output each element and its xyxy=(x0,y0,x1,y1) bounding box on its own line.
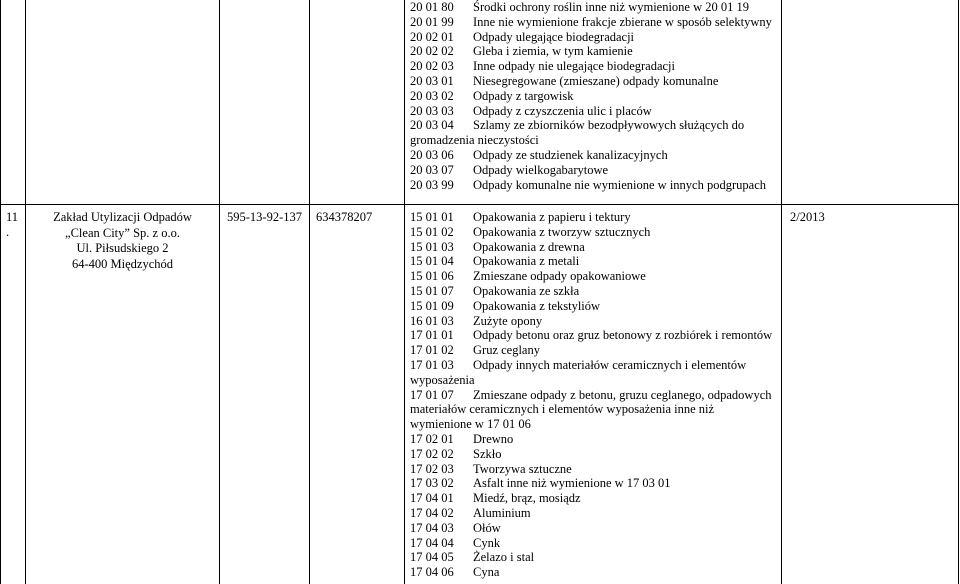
waste-row: 17 01 02 Gruz ceglany xyxy=(410,343,540,358)
waste-row: 17 02 01 Drewno xyxy=(410,431,514,446)
waste-row: 15 01 06 Zmieszane odpady opakowaniowe xyxy=(410,269,646,284)
table-border-right xyxy=(958,0,959,584)
waste-row: 20 03 07 Odpady wielkogabarytowe xyxy=(410,162,609,177)
waste-row: 20 03 04 Szlamy ze zbiorników bezodpływowych służących do xyxy=(410,118,745,133)
waste-row: 15 01 01 Opakowania z papieru i tektury xyxy=(410,210,631,224)
waste-row: 17 04 06 Cyna xyxy=(410,565,500,580)
waste-row: 16 01 03 Zużyte opony xyxy=(410,313,543,328)
waste-row: 15 01 03 Opakowania z drewna xyxy=(410,239,585,254)
waste-row: 17 04 04 Cynk xyxy=(410,535,501,550)
col-divider-waste xyxy=(781,0,782,584)
waste-row: 17 04 01 Miedź, brąz, mosiądz xyxy=(410,491,581,506)
waste-row-continuation: wymienione w 17 01 06 xyxy=(410,417,531,432)
table-border-left xyxy=(0,0,1,584)
entry-number: 11 . xyxy=(6,210,19,239)
col-divider-regon xyxy=(404,0,405,584)
waste-row: 20 02 02 Gleba i ziemia, w tym kamienie xyxy=(410,44,633,59)
company-city: 64-400 Międzychód xyxy=(71,256,174,271)
waste-row: 20 01 99 Inne nie wymienione frakcje zbierane w sposób selektywny xyxy=(410,14,772,29)
waste-row: 17 02 02 Szkło xyxy=(410,446,502,461)
entry-waste-list xyxy=(410,210,778,580)
waste-row: 15 01 09 Opakowania z tekstyliów xyxy=(410,298,601,313)
waste-row: 17 01 01 Odpady betonu oraz gruz betonowy z rozbiórek i remontów xyxy=(410,328,773,343)
waste-row: 20 01 80 Środki ochrony roślin inne niż wymienione w 20 01 19 xyxy=(410,0,750,14)
company-cell xyxy=(26,210,219,272)
nip-value: 595-13-92-137 xyxy=(227,210,302,224)
waste-row: 20 02 01 Odpady ulegające biodegradacji xyxy=(410,29,635,44)
waste-row: 17 02 03 Tworzywa sztuczne xyxy=(410,461,572,476)
waste-row: 17 01 07 Zmieszane odpady z betonu, gruzu ceglanego, odpadowych xyxy=(410,387,772,402)
waste-row: 17 03 02 Asfalt inne niż wymienione w 17 03 01 xyxy=(410,476,671,491)
waste-row: 20 03 99 Odpady komunalne nie wymienione w innych podgrupach xyxy=(410,177,766,192)
waste-row-continuation: wyposażenia xyxy=(410,372,475,387)
waste-row: 15 01 04 Opakowania z metali xyxy=(410,254,580,269)
waste-row-continuation: materiałów ceramicznych i elementów wyposażenia inne niż xyxy=(410,402,715,417)
waste-row: 17 04 03 Ołów xyxy=(410,520,501,535)
company-street: Ul. Piłsudskiego 2 xyxy=(76,241,169,255)
waste-row: 20 02 03 Inne odpady nie ulegające biodegradacji xyxy=(410,59,675,74)
waste-row: 20 03 06 Odpady ze studzienek kanalizacyjnych xyxy=(410,147,668,162)
permit-number: 2/2013 xyxy=(790,210,825,224)
col-divider-nip xyxy=(309,0,310,584)
waste-row: 17 04 05 Żelazo i stal xyxy=(410,550,535,565)
col-divider-number xyxy=(25,0,26,584)
regon-value: 634378207 xyxy=(316,210,373,224)
waste-row: 15 01 07 Opakowania ze szkła xyxy=(410,283,580,298)
previous-entry-waste-list xyxy=(410,0,778,192)
waste-row: 17 04 02 Aluminium xyxy=(410,505,531,520)
company-name: Zakład Utylizacji Odpadów xyxy=(53,210,192,224)
row-divider xyxy=(0,204,959,205)
waste-row: 20 03 03 Odpady z czyszczenia ulic i placów xyxy=(410,103,652,118)
waste-row: 15 01 02 Opakowania z tworzyw sztucznych xyxy=(410,224,651,239)
waste-row: 17 01 03 Odpady innych materiałów ceramicznych i elementów xyxy=(410,357,747,372)
waste-row-continuation: gromadzenia nieczystości xyxy=(410,133,539,148)
waste-row: 20 03 01 Niesegregowane (zmieszane) odpady komunalne xyxy=(410,73,719,88)
waste-row: 20 03 02 Odpady z targowisk xyxy=(410,88,574,103)
col-divider-company xyxy=(219,0,220,584)
company-name-quoted: „Clean City” Sp. z o.o. xyxy=(65,225,180,240)
